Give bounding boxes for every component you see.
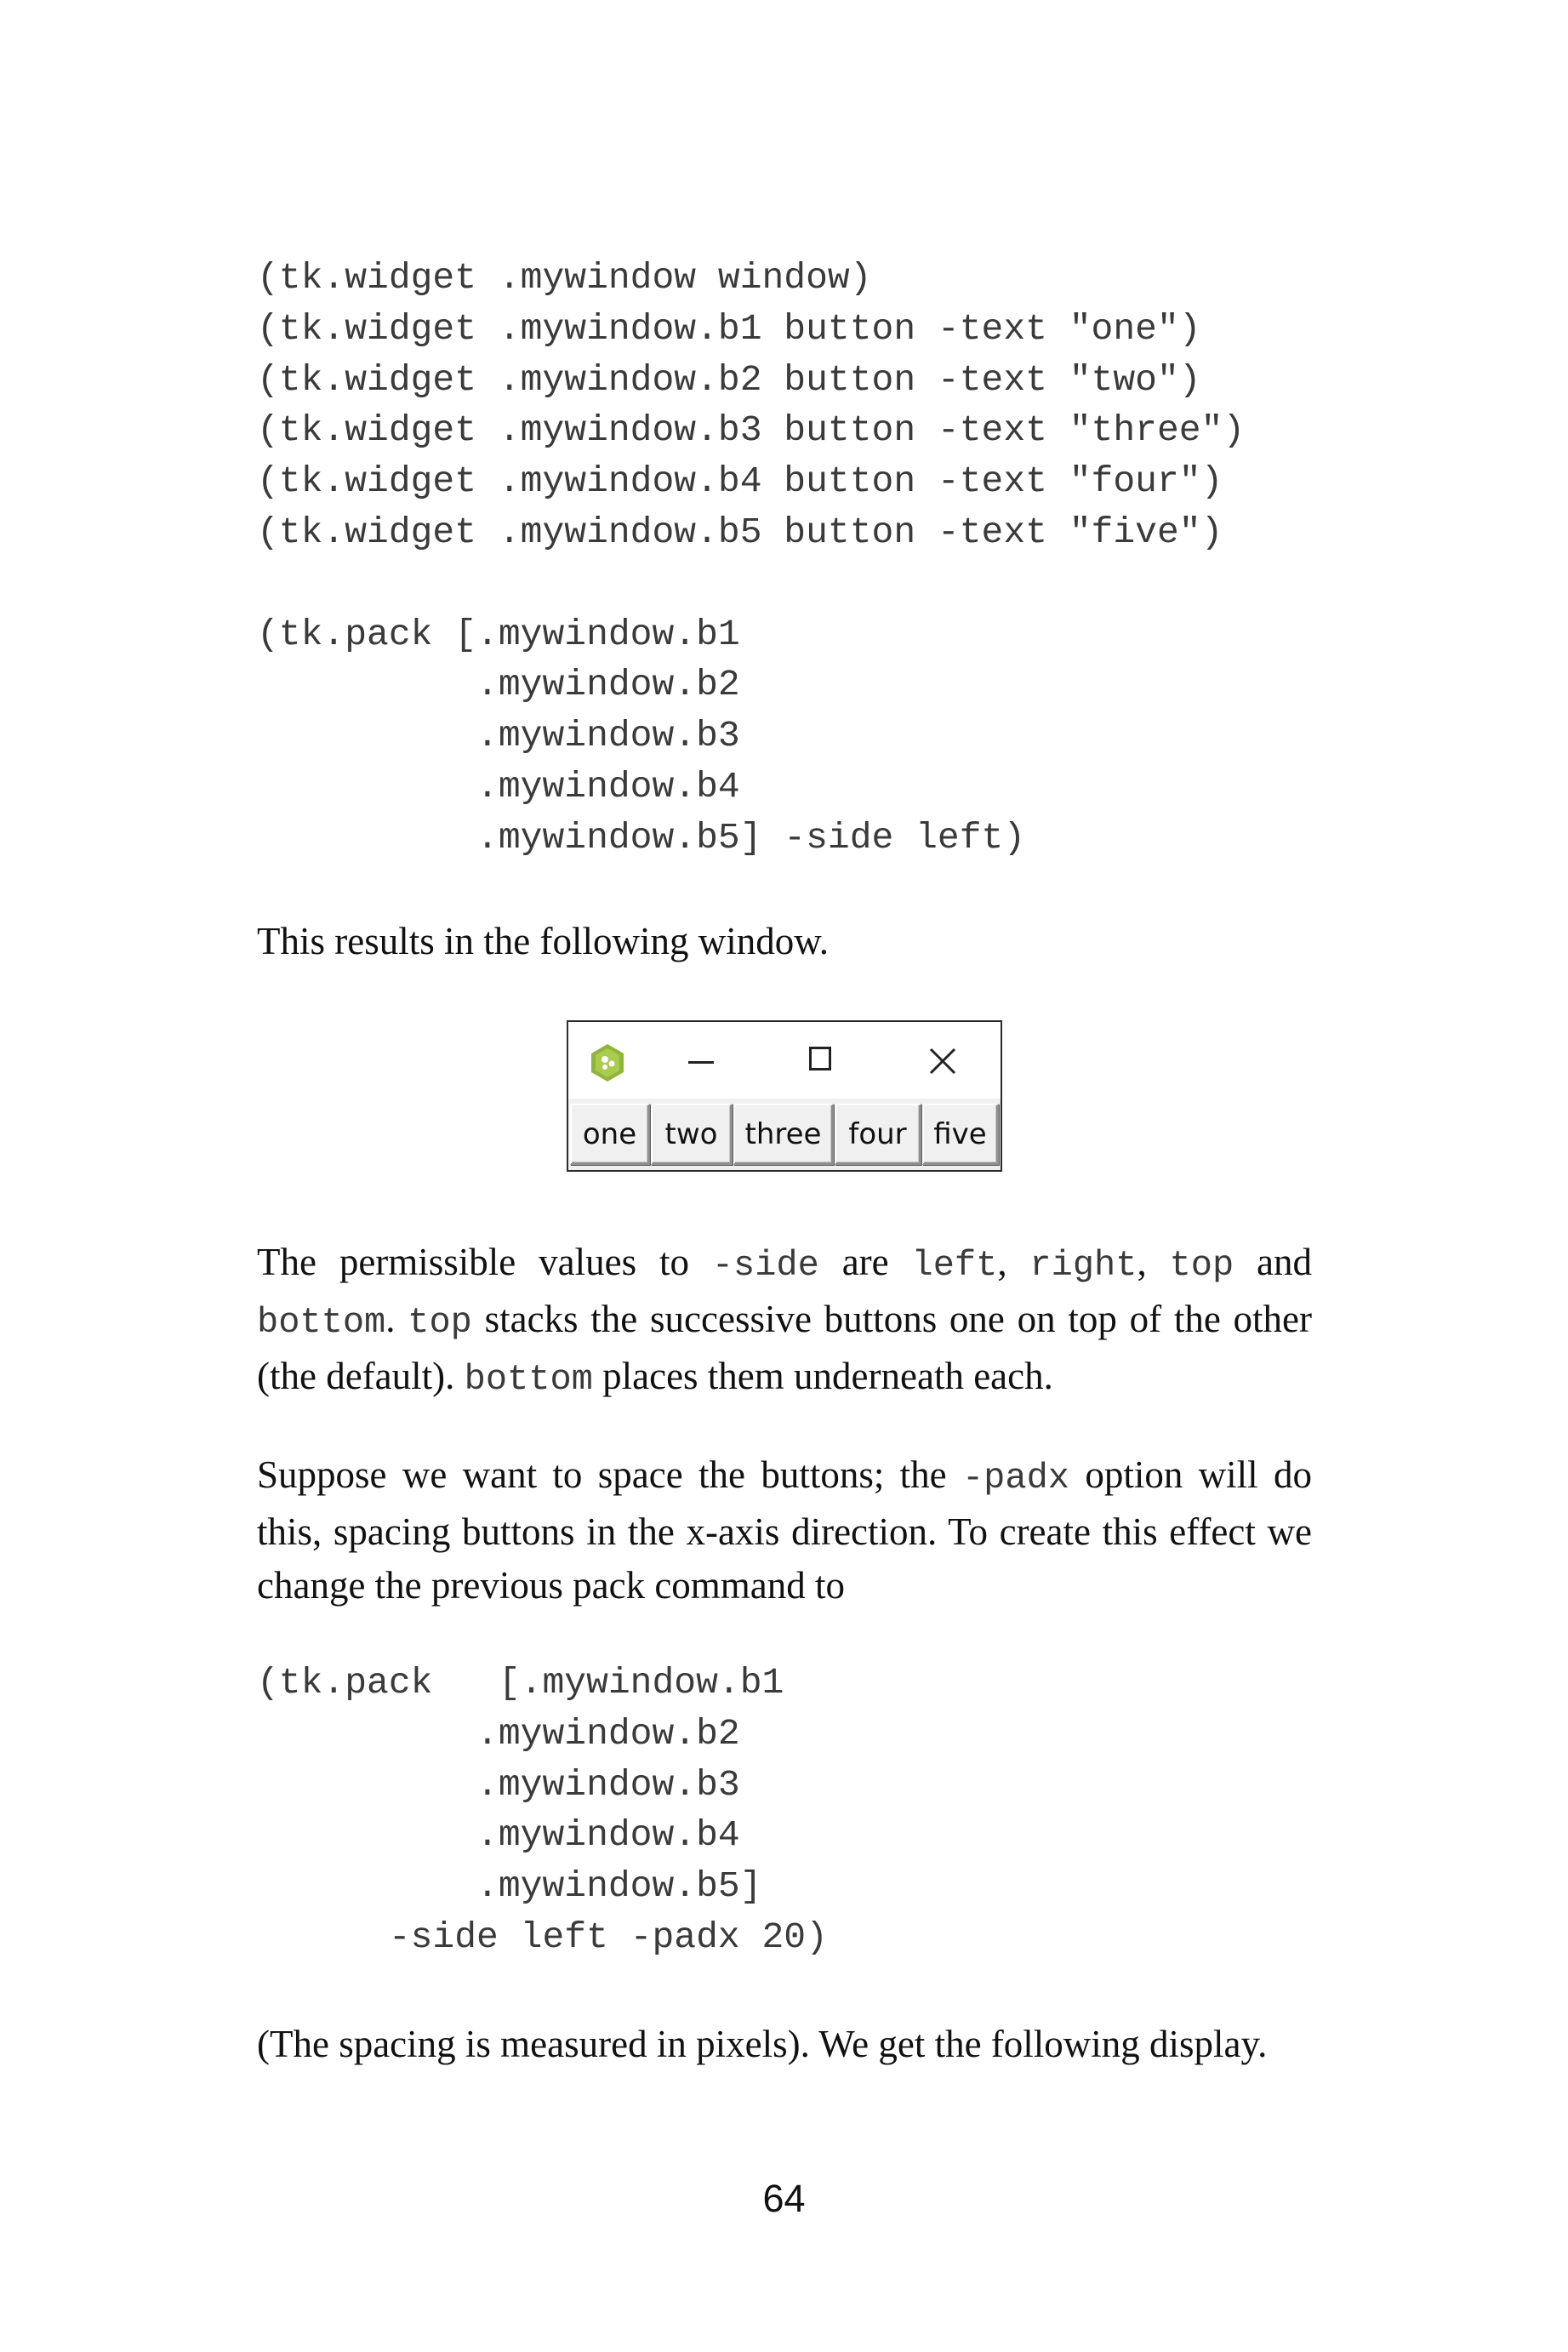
text-run: . [385,1298,408,1340]
code-line: .mywindow.b2 [257,1712,740,1755]
text-run: places them underneath each. [592,1355,1053,1397]
minimize-icon[interactable] [688,1061,714,1064]
inline-code: top [1169,1245,1234,1286]
text-run: and [1234,1241,1313,1283]
code-line: (tk.widget .mywindow window) [257,257,872,299]
code-block-widgets [257,253,1245,864]
paragraph-permissible-values [257,1236,1312,1407]
inline-code: bottom [257,1302,386,1343]
code-line: .mywindow.b2 [257,664,740,706]
inline-code: -padx [961,1458,1069,1499]
button-three[interactable]: three [733,1104,834,1165]
code-line: .mywindow.b5] -side left) [257,816,1026,859]
inline-code: top [408,1302,472,1343]
text-run: Suppose we want to space the buttons; the [257,1453,962,1496]
text-run: , [997,1241,1030,1283]
button-one[interactable]: one [570,1104,650,1165]
code-line: (tk.widget .mywindow.b1 button -text "one") [257,307,1201,350]
close-icon[interactable] [926,1044,960,1078]
code-line: .mywindow.b5] [257,1865,762,1908]
text-run: stacks the successive buttons one on top of the other (the default). [257,1298,1313,1397]
paragraph-padx [257,1448,1312,1613]
text-run: , [1137,1241,1170,1283]
code-line: .mywindow.b3 [257,715,740,757]
text-run: The permissible values to [257,1241,712,1283]
code-block-pack-padx [257,1658,828,1963]
paragraph-spacing: (The spacing is measured in pixels). We get the following display. [257,2023,1268,2065]
code-line: -side left -padx 20) [257,1915,828,1958]
code-line: (tk.widget .mywindow.b5 button -text "five") [257,511,1223,553]
code-line: .mywindow.b4 [257,1814,740,1857]
text-run: are [818,1241,912,1283]
inline-code: bottom [464,1359,593,1400]
tk-feather-icon [590,1043,624,1082]
text-run: option will do this, spacing buttons in the x-axis direction. To create this effect we change the previous pack command to [257,1453,1312,1607]
title-bar [568,1022,1001,1099]
code-line: (tk.widget .mywindow.b3 button -text "three") [257,409,1246,452]
page-number: 64 [762,2177,806,2220]
code-line: .mywindow.b3 [257,1763,740,1806]
code-line: (tk.pack [.mywindow.b1 [257,613,740,655]
window-content [568,1099,1001,1170]
code-line: (tk.widget .mywindow.b4 button -text "four") [257,460,1223,503]
button-two[interactable]: two [651,1104,733,1165]
inline-code: -side [711,1245,819,1286]
maximize-icon[interactable] [809,1047,831,1070]
code-line: (tk.widget .mywindow.b2 button -text "two") [257,358,1201,401]
inline-code: right [1029,1245,1138,1286]
inline-code: left [911,1245,998,1286]
tk-window-screenshot [567,1020,1002,1172]
button-five[interactable]: five [922,1104,999,1165]
paragraph-results: This results in the following window. [257,920,830,962]
button-four[interactable]: four [835,1104,921,1165]
code-line: .mywindow.b4 [257,765,740,808]
code-line: (tk.pack [.mywindow.b1 [257,1662,784,1704]
